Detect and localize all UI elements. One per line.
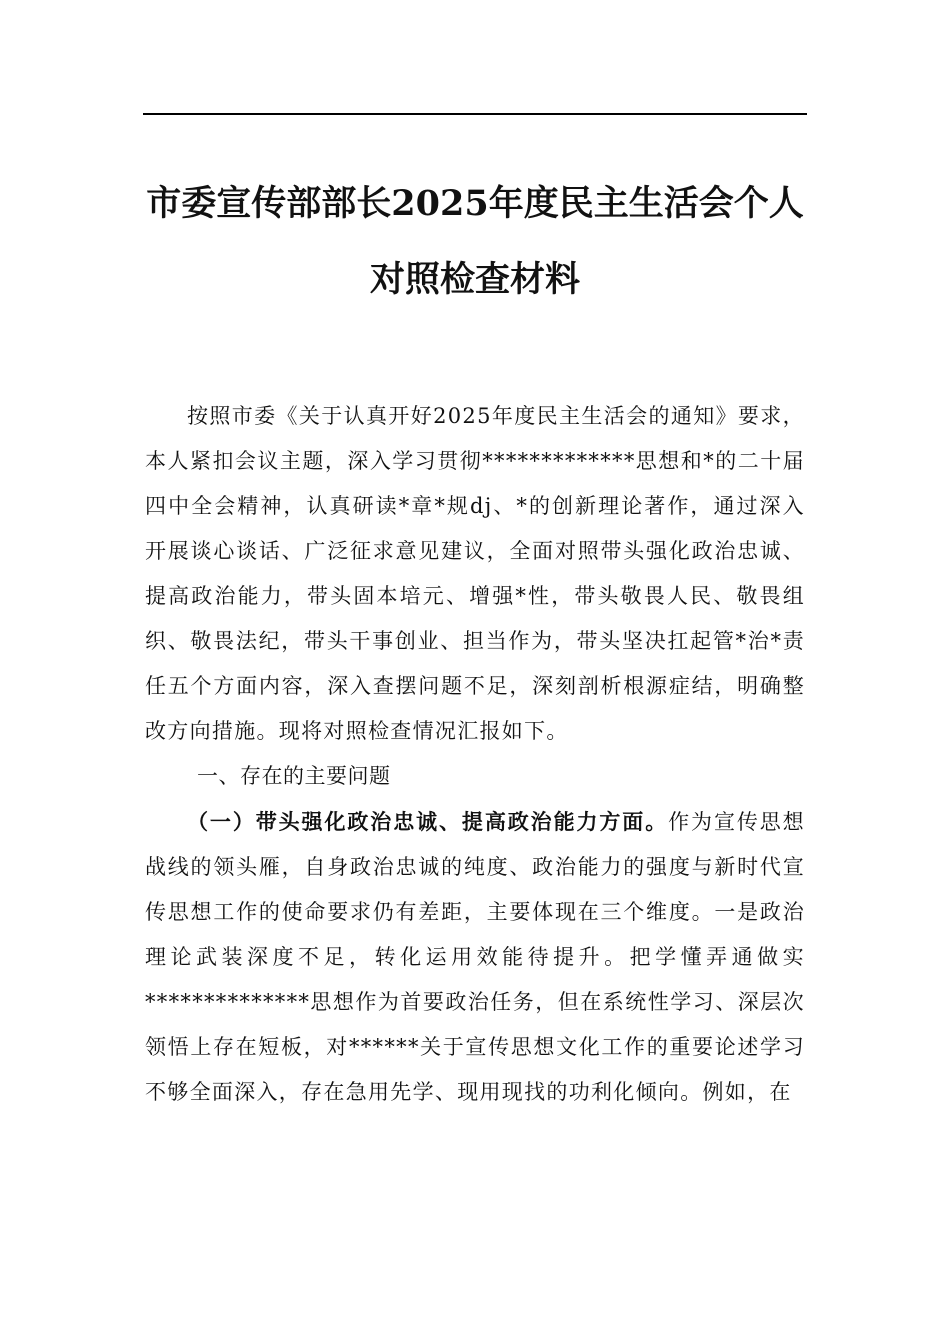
subsection-text: 作为宣传思想战线的领头雁，自身政治忠诚的纯度、政治能力的强度与新时代宣传思想工作的使命要求仍有差距，主要体现在三个维度。一是政治理论武装深度不足，转化运用效能待提升。把学懂弄通做实**************思想作为首要政治任务，但在系统性学习、深层次领悟上存在短板，对******关于宣传思想文化工作的重要论述学习不够全面深入，存在急用先学、现用现找的功利化倾向。例如，在 xyxy=(145,810,805,1104)
section-heading-problems: 一、存在的主要问题 xyxy=(197,764,391,788)
subsection-lead: （一）带头强化政治忠诚、提高政治能力方面。 xyxy=(187,809,669,834)
document-body xyxy=(145,394,805,1115)
title-line-1: 市委宣传部部长2025年度民主生活会个人 xyxy=(146,183,804,224)
title-line-2: 对照检查材料 xyxy=(369,259,580,300)
document-title xyxy=(143,166,807,318)
subsection-paragraph-political-loyalty xyxy=(145,799,805,1115)
header-rule xyxy=(143,113,807,115)
intro-paragraph: 按照市委《关于认真开好2025年度民主生活会的通知》要求，本人紧扣会议主题，深入学习贯彻*************思想和*的二十届四中全会精神，认真研读*章*规dj、*的创新理论著作，通过深入开展谈心谈话、广泛征求意见建议，全面对照带头强化政治忠诚、提高政治能力，带头固本培元、增强*性，带头敬畏人民、敬畏组织、敬畏法纪，带头干事创业、担当作为，带头坚决扛起管*治*责任五个方面内容，深入查摆问题不足，深刻剖析根源症结，明确整改方向措施。现将对照检查情况汇报如下。 xyxy=(145,404,805,743)
